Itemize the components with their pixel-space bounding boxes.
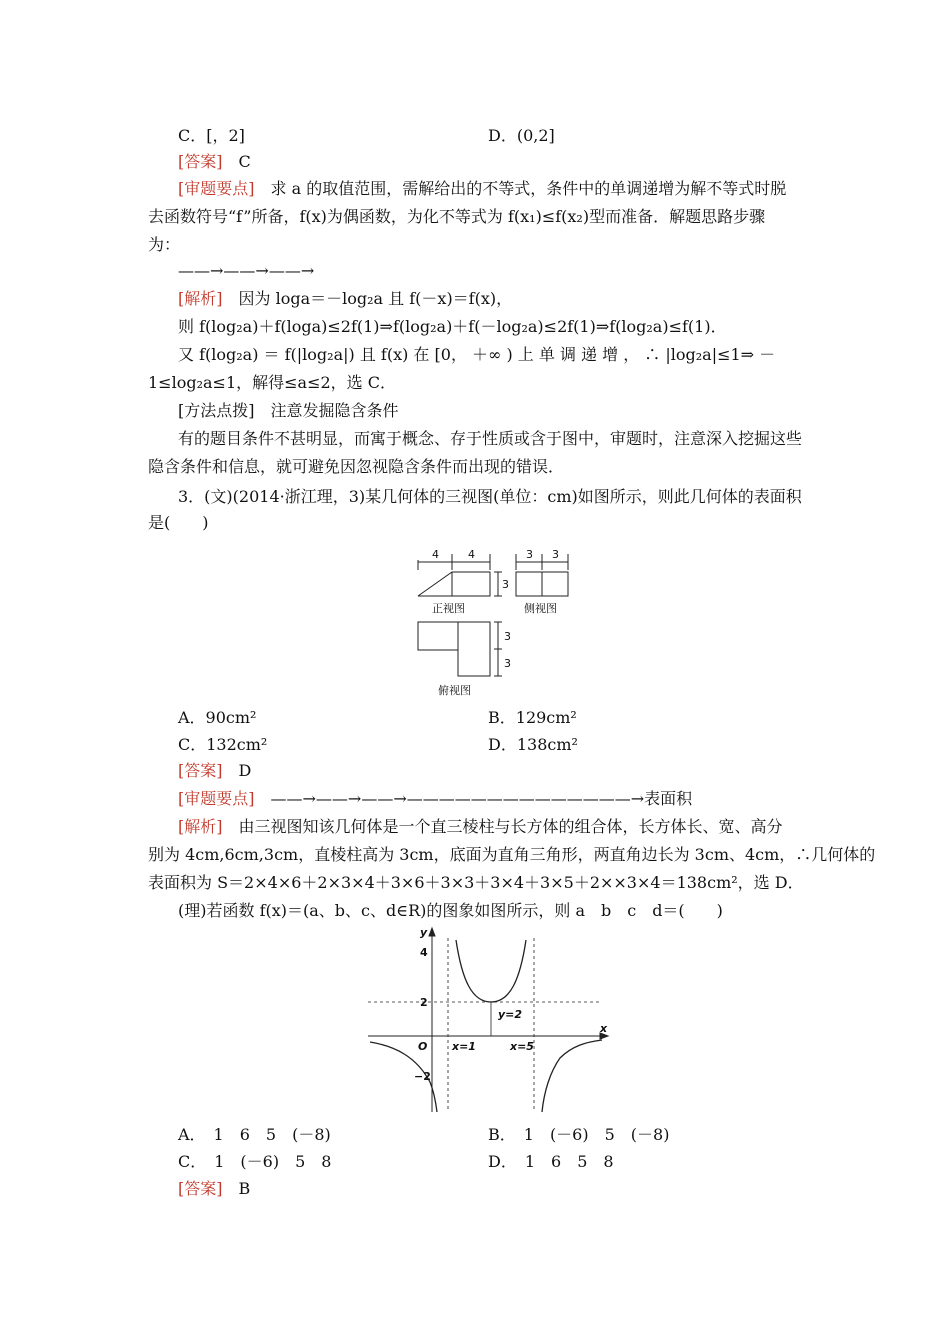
q3li-answer-tag: [答案] [178, 1179, 223, 1198]
method-line [178, 400, 399, 422]
top-view-left-rect [418, 622, 458, 650]
analysis-line-2: 则 f(log₂a)＋f(loga)≤2f(1)⇒f(log₂a)＋f(－log₂a)≤2f(1)⇒f(log₂a)≤f(1)． [178, 317, 727, 336]
q3-analysis-line-2: 别为 4cm,6cm,3cm，直棱柱高为 3cm，底面为直角三角形，两直角边长为 3cm、4cm，∴几何体的 [148, 845, 876, 864]
q3-option-a: A．90cm² [178, 708, 257, 727]
q3-analysis-tag: [解析] [178, 817, 223, 836]
analysis-line-1 [178, 288, 512, 310]
q3-analysis-line-3: 表面积为 S＝2×4×6＋2×3×4＋3×6＋3×3＋3×4＋3×5＋2××3×4＝138cm²，选 D． [148, 873, 804, 892]
analysis-line-4: 1≤log₂a≤1，解得≤a≤2，选 C． [148, 373, 396, 392]
q3li-option-a: A． 1 6 5 (－8) [178, 1125, 331, 1144]
q3-key-points-tag: [审题要点] [178, 789, 255, 808]
q3-answer-tag: [答案] [178, 761, 223, 780]
side-view-label: 侧视图 [524, 602, 557, 615]
key-points-line-3: 为： [148, 235, 181, 254]
q3li-answer-row [178, 1178, 250, 1200]
right-branch [542, 1040, 602, 1112]
front-view-label: 正视图 [432, 602, 465, 615]
top-view-label: 俯视图 [438, 684, 471, 697]
method-text-1: 有的题目条件不甚明显，而寓于概念、存于性质或含于图中，审题时，注意深入挖掘这些 [178, 429, 803, 448]
key-points-text-1: 求 a 的取值范围，需解给出的不等式，条件中的单调递增为解不等式时脱 [270, 179, 787, 198]
q3-option-b: B．129cm² [488, 708, 577, 727]
q3li-option-d: D． 1 6 5 8 [488, 1152, 614, 1171]
analysis-text-1: 因为 loga＝－log₂a 且 f(－x)＝f(x)， [238, 289, 513, 308]
q3-analysis-line-1 [178, 816, 783, 838]
q3li-stem: (理)若函数 f(x)＝(a、b、c、d∈R)的图象如图所示，则 a b c d＝( ) [178, 901, 723, 920]
analysis-line-3: 又 f(log₂a) ＝ f(|log₂a|) 且 f(x) 在 [0， ＋∞ ) 上 单 调 递 增 ， ∴ |log₂a|≤1⇒ － [178, 345, 776, 364]
dim-label-3b: 3 [526, 548, 533, 561]
asymptote-x1-label: x=1 [452, 1040, 476, 1053]
q3-option-d: D．138cm² [488, 735, 578, 754]
key-points-line-2: 去函数符号“f”所备，f(x)为偶函数，为化不等式为 f(x₁)≤f(x₂)型而准备．解题思路步骤 [148, 207, 766, 226]
asymptote-x5-label: x=5 [510, 1040, 534, 1053]
origin-label: O [418, 1040, 428, 1053]
three-view-figure [408, 540, 580, 700]
front-view-outline [418, 572, 490, 596]
y2-label: y=2 [498, 1008, 523, 1021]
method-tag: [方法点拨] [178, 401, 255, 420]
y-axis-label: y [420, 926, 428, 939]
q3li-option-c: C． 1 (－6) 5 8 [178, 1152, 332, 1171]
key-points-line-1 [178, 178, 786, 200]
q3-stem-2: 是( ) [148, 513, 209, 532]
x-axis-label: x [600, 1022, 608, 1035]
q3-stem-1: 3．(文)(2014·浙江理，3)某几何体的三视图(单位：cm)如图所示，则此几何体的表面积 [178, 487, 802, 506]
q3li-answer-value: B [238, 1179, 251, 1198]
tick-2: 2 [420, 996, 428, 1009]
answer-value: C [238, 152, 251, 171]
dim-label-4b: 4 [468, 548, 475, 561]
method-text-2: 隐含条件和信息，就可避免因忽视隐含条件而出现的错误． [148, 457, 565, 476]
option-c: C．[，2] [178, 126, 245, 145]
dim-label-3e: 3 [504, 657, 511, 670]
dim-label-3d: 3 [504, 630, 511, 643]
top-view-right-rect [458, 622, 490, 676]
option-d: D．(0,2] [488, 126, 555, 145]
q3-key-points-flow: ——→——→——→——————————————→表面积 [270, 789, 693, 808]
middle-branch [456, 940, 526, 1002]
q3-key-points-line [178, 788, 692, 810]
method-title: 注意发掘隐含条件 [270, 401, 399, 420]
q3-option-c: C．132cm² [178, 735, 268, 754]
y-axis-arrow-icon [429, 928, 435, 936]
dim-label-3a: 3 [502, 578, 509, 591]
key-points-tag: [审题要点] [178, 179, 255, 198]
answer-tag: [答案] [178, 152, 223, 171]
q3-answer-row [178, 760, 251, 782]
dim-label-3c: 3 [552, 548, 559, 561]
solution-flow-arrows: ——→——→——→ [178, 261, 315, 280]
dim-label-4a: 4 [432, 548, 439, 561]
q3-analysis-text-1: 由三视图知该几何体是一个直三棱柱与长方体的组合体，长方体长、宽、高分 [238, 817, 783, 836]
analysis-tag: [解析] [178, 289, 223, 308]
tick-neg2: −2 [414, 1070, 431, 1083]
tick-4: 4 [420, 946, 428, 959]
function-graph [364, 922, 616, 1118]
q3li-option-b: B． 1 (－6) 5 (－8) [488, 1125, 670, 1144]
q3-answer-value: D [238, 761, 252, 780]
answer-row [178, 151, 251, 173]
